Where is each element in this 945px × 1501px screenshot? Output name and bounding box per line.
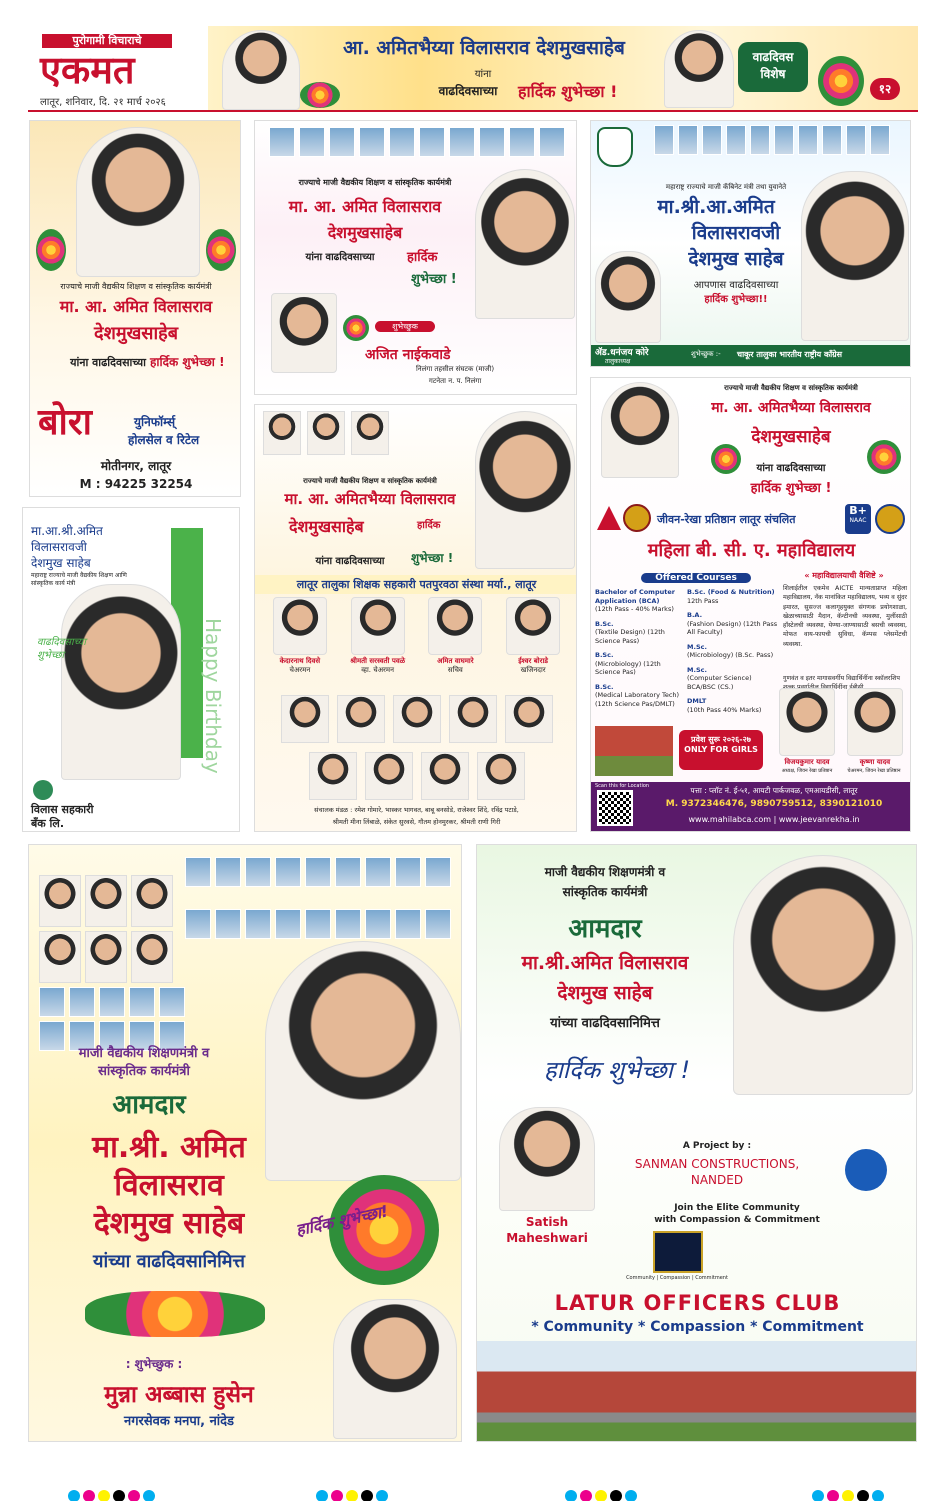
registration-marks-center xyxy=(316,1487,391,1501)
ad-mahila-admission2: ONLY FOR GIRLS xyxy=(684,745,758,754)
ad-sanman-person2: Maheshwari xyxy=(506,1231,588,1245)
ad-sanman-title: आमदार xyxy=(568,914,642,944)
ad-sanman-photo-person xyxy=(499,1107,595,1211)
ad-bora-wish: हार्दिक शुभेच्छा ! xyxy=(150,355,225,369)
ad-vilas-line2: विलासरावजी xyxy=(31,540,87,554)
ad-bora-biz2: होलसेल व रिटेल xyxy=(128,433,200,447)
ad-munna-name2: विलासराव xyxy=(114,1168,224,1203)
ad-bora xyxy=(29,120,241,497)
ad-patsanstha-directors1: संचालक मंडळ : रमेश गोमारे, भास्कर भागवत, बाबू बनसोडे, राजेश्वर शिंदे, रविंद्र पटाडे, xyxy=(314,806,519,814)
ad-munna-script: हार्दिक शुभेच्छा! xyxy=(294,1201,390,1240)
ad-bora-mobile: M : 94225 32254 xyxy=(79,477,193,491)
ad-sanman-logo-text: Community | Compassion | Commitment xyxy=(626,1275,728,1281)
ad-munna-sponsor: मुन्ना अब्बास हुसेन xyxy=(104,1382,254,1408)
ad-mahila-courses-right xyxy=(687,588,781,720)
officer-role: खजिनदार xyxy=(520,666,546,674)
ad-mahila-web: www.mahilabca.com | www.jeevanrekha.in xyxy=(688,815,860,824)
officer-role: सचिव xyxy=(447,666,463,674)
ad-mahila-naac xyxy=(845,504,871,534)
ad-chakur-photo-main xyxy=(801,171,909,341)
ad-ajit-name2: देशमुखसाहेब xyxy=(327,223,403,242)
sanman-logo-icon xyxy=(845,1149,887,1191)
ad-chakur-sponsor: ॲड.धनंजय कोरे xyxy=(595,348,649,358)
ad-sanman-join2: with Compassion & Commitment xyxy=(654,1215,820,1225)
ad-patsanstha-officers xyxy=(261,597,572,683)
masthead-greet: हार्दिक शुभेच्छा ! xyxy=(518,82,618,101)
ad-mahila-bca xyxy=(590,377,911,832)
ad-munna-photo-sponsor xyxy=(333,1299,457,1439)
ad-munna-intro2: सांस्कृतिक कार्यमंत्री xyxy=(98,1064,190,1079)
ad-patsanstha-name2: देशमुखसाहेब xyxy=(289,517,364,536)
ad-bora-address: मोतीनगर, लातूर xyxy=(100,459,172,473)
ad-mahila-feature2: गुणवंत व इतर मागासवर्गीय विद्यार्थिनींना स्कॉलरशिप विद्यार्थिनींना xyxy=(783,675,900,691)
ad-ajit-wish2: शुभेच्छा ! xyxy=(411,272,457,287)
ad-mahila-p1-role: अध्यक्ष, जिवन रेखा प्रतिष्ठान xyxy=(781,768,833,774)
ad-mahila-scan: Scan this for Location xyxy=(595,783,650,789)
ad-munna-name1: मा.श्री. अमित xyxy=(92,1130,246,1165)
ad-vilas-script: वाढदिवसाच्या शुभेच्छा xyxy=(37,637,86,661)
flower-icon xyxy=(867,440,901,474)
officer-card xyxy=(498,597,568,683)
masthead-photo-right xyxy=(664,30,734,108)
congress-hand-icon xyxy=(597,127,633,167)
ad-sanman-name2: देशमुख साहेब xyxy=(557,982,653,1004)
ad-chakur-intro: महाराष्ट्र राज्याचे माजी कॅबिनेट मंत्री तथा युवानेते xyxy=(665,183,787,191)
ad-patsanstha xyxy=(254,404,577,832)
officer-photo xyxy=(428,597,482,655)
ad-mahila-emblem xyxy=(623,504,651,532)
flower-icon xyxy=(206,229,236,271)
course-item xyxy=(687,588,781,605)
ad-ajit-wish1: हार्दिक xyxy=(407,250,438,265)
ad-chakur-name1: मा.श्री.आ.अमित xyxy=(657,196,775,218)
masthead-photo-left xyxy=(222,30,300,110)
course-item xyxy=(687,643,781,660)
ad-vilas-bank-logo xyxy=(33,780,53,800)
ad-chakur-name2: विलासरावजी xyxy=(691,222,781,244)
ad-vilas-side-text: Happy Birthday xyxy=(201,618,225,774)
course-item xyxy=(595,588,687,614)
ad-patsanstha-intro: राज्याचे माजी वैद्यकीय शिक्षण व सांस्कृतिक कार्यमंत्री xyxy=(303,477,437,485)
course-name: Bachelor of Computer Application (BCA) xyxy=(595,588,675,605)
ad-bora-name1: मा. आ. अमित विलासराव xyxy=(59,297,213,316)
masthead-sub1: यांना xyxy=(474,69,492,80)
ad-sanman-person1: Satish xyxy=(525,1215,569,1229)
flower-icon xyxy=(300,82,340,108)
ad-bora-biz1: युनिफॉर्म्स् xyxy=(134,415,176,429)
ad-mahila-features-title: « महाविद्यालयाची वैशिष्टे » xyxy=(804,571,884,580)
ad-mahila-photo-p2 xyxy=(847,688,903,756)
course-name: B.Sc. xyxy=(595,619,614,628)
course-name: M.Sc. xyxy=(687,642,707,651)
ad-vilas-bank xyxy=(22,507,240,832)
officer-card xyxy=(265,597,335,683)
ad-sanman-join1: Join the Elite Community xyxy=(674,1203,800,1213)
course-detail: (Medical Laboratory Tech) (12th Science Pas/DMLT) xyxy=(595,691,680,708)
ad-sanman-company2: NANDED xyxy=(690,1173,744,1187)
registration-marks-left xyxy=(68,1487,158,1501)
ad-bora-name2: देशमुखसाहेब xyxy=(94,323,178,344)
officer-name: केदारनाथ दिवसे xyxy=(279,657,321,665)
ad-ajit-photo-main xyxy=(475,169,575,319)
ad-chakur-leaders-strip xyxy=(637,125,907,155)
ad-sanman-intro2: सांस्कृतिक कार्यमंत्री xyxy=(562,885,648,899)
course-detail: (Computer Science) BCA/BSC (CS.) xyxy=(687,674,752,691)
ad-mahila-photo-p1 xyxy=(779,688,835,756)
ad-munna-name3: देशमुख साहेब xyxy=(93,1206,245,1241)
ad-vilas-bank2: बँक लि. xyxy=(31,817,65,830)
course-detail: (12th Pass - 40% Marks) xyxy=(595,605,674,613)
masthead-badge xyxy=(738,42,808,92)
flower-icon xyxy=(85,1291,265,1337)
ad-vilas-line3: देशमुख साहेब xyxy=(31,556,91,570)
ad-munna-intro1: माजी वैद्यकीय शिक्षणमंत्री व xyxy=(78,1046,210,1061)
course-item xyxy=(687,666,781,692)
ad-mahila-p2-role: चेअरमन, जिवन रेखा प्रतिष्ठान xyxy=(847,768,901,774)
officer-role: व्हा. चेअरमन xyxy=(361,666,394,674)
ad-patsanstha-name1: मा. आ. अमितभैय्या विलासराव xyxy=(284,490,456,508)
ad-vilas-bank1: विलास सहकारी xyxy=(31,803,94,816)
course-detail: (Microbiology) (B.Sc. Pass) xyxy=(687,651,774,659)
ad-mahila-logo xyxy=(597,506,621,530)
officer-card xyxy=(420,597,490,683)
officer-name: श्रीमती सरस्वती पवळे xyxy=(350,657,406,665)
ad-patsanstha-directors2: श्रीमती मीना लिंबाळे, संकेत सुरवसे, गौतम होनमुरकर, श्रीमती राणी गिरी xyxy=(332,818,501,826)
ad-bora-brand: बोरा xyxy=(38,402,92,443)
ad-munna xyxy=(28,844,462,1442)
ad-mahila-building xyxy=(595,726,673,776)
qr-code-icon xyxy=(597,790,633,826)
course-detail: (Microbiology) (12th Science Pas) xyxy=(595,659,661,676)
course-detail: (10th Pass 40% Marks) xyxy=(687,705,762,714)
ad-chakur-sponsor-role: तालुकाध्यक्ष xyxy=(605,358,631,365)
ad-sanman xyxy=(476,844,917,1442)
course-detail: (Textile Design) (12th Science Pass) xyxy=(595,628,665,645)
ad-vilas-photo xyxy=(61,584,181,780)
ad-munna-sponsor-role: नगरसेवक मनपा, नांदेड xyxy=(123,1414,235,1429)
ad-sanman-club: LATUR OFFICERS CLUB xyxy=(554,1291,841,1315)
masthead-dateline: लातूर, शनिवार, दि. २१ मार्च २०२६ xyxy=(40,97,166,108)
ad-patsanstha-photo-main xyxy=(475,411,575,569)
officer-name: ईश्वर बोराडे xyxy=(518,657,549,665)
ad-mahila-admission1: प्रवेश सुरू २०२६-२७ xyxy=(691,735,751,744)
ad-munna-label: : शुभेच्छुक : xyxy=(125,1357,183,1371)
ad-chakur xyxy=(590,120,911,367)
officer-photo xyxy=(273,597,327,655)
ad-munna-leaders xyxy=(185,857,461,957)
ad-chakur-wish1: आपणास वाढदिवसाच्या xyxy=(693,280,779,291)
flower-icon xyxy=(343,315,369,341)
ad-mahila-p2-name: कृष्णा यादव xyxy=(859,758,891,766)
ad-mahila-wish-pre: यांना वाढदिवसाच्या xyxy=(756,463,826,474)
ad-mahila-photo-main xyxy=(601,382,679,478)
officer-photo xyxy=(506,597,560,655)
ad-sanman-name1: मा.श्री.अमित विलासराव xyxy=(521,952,689,974)
ad-mahila-naac-label: NAAC xyxy=(849,517,867,524)
ad-ajit-role2: गटनेता न. प. निलंगा xyxy=(428,377,482,385)
ad-mahila-naac-grade: B+ xyxy=(849,504,867,517)
course-name: DMLT xyxy=(687,697,707,705)
course-name: M.Sc. xyxy=(687,665,707,674)
ad-patsanstha-photo-strip xyxy=(263,411,393,455)
course-item xyxy=(595,683,687,709)
ad-mahila-p1-name: विजयकुमार यादव xyxy=(784,758,830,766)
ad-mahila-intro: राज्याचे माजी वैद्यकीय शिक्षण व सांस्कृतिक कार्यमंत्री xyxy=(724,384,858,392)
ad-sanman-building xyxy=(477,1341,917,1442)
masthead-badge-line2: विशेष xyxy=(760,67,786,81)
officer-photo xyxy=(351,597,405,655)
ad-chakur-photo-left xyxy=(595,251,661,343)
ad-vilas-line1: मा.आ.श्री.अमित xyxy=(31,524,103,538)
ad-mahila-trust: जीवन-रेखा प्रतिष्ठान लातूर संचलित xyxy=(657,513,796,526)
ad-patsanstha-wish1: हार्दिक xyxy=(417,520,441,531)
ad-mahila-phone: M. 9372346476, 9890759512, 8390121010 xyxy=(665,799,883,809)
ad-chakur-org: चाकूर तालुका भारतीय राष्ट्रीय कॉंग्रेस xyxy=(737,350,843,359)
course-item xyxy=(687,611,781,637)
ad-mahila-admission xyxy=(679,730,763,770)
flower-icon xyxy=(818,56,864,106)
ad-bora-wish-pre: यांना वाढदिवसाच्या xyxy=(70,356,146,369)
course-name: B.Sc. xyxy=(595,682,614,691)
officer-name: अमित वाघमारे xyxy=(437,657,474,665)
ad-munna-title: आमदार xyxy=(112,1090,186,1120)
ad-ajit-sponsor: अजित नाईकवाडे xyxy=(365,347,451,363)
masthead-sub2: वाढदिवसाच्या xyxy=(438,84,498,98)
club-emblem-icon xyxy=(653,1231,703,1273)
ad-chakur-name3: देशमुख साहेब xyxy=(688,248,784,270)
ad-sanman-intro1: माजी वैद्यकीय शिक्षणमंत्री व xyxy=(544,865,666,879)
officer-role: चेअरमन xyxy=(289,666,311,674)
ad-mahila-name1: मा. आ. अमितभैय्या विलासराव xyxy=(711,400,871,416)
ad-vilas-desc: महाराष्ट्र राज्याचे माजी वैद्यकीय शिक्षण आणि सांस्कृतिक कार्य मंत्री xyxy=(31,572,127,587)
ad-patsanstha-wish-pre: यांना वाढदिवसाच्या xyxy=(315,556,385,567)
ad-mahila-college: महिला बी. सी. ए. महाविद्यालय xyxy=(647,540,856,561)
ad-ajit-wish-pre: यांना वाढदिवसाच्या xyxy=(305,252,375,263)
ad-ajit-photo-sponsor xyxy=(271,293,337,373)
course-name: B.Sc. (Food & Nutrition) xyxy=(687,588,775,596)
ad-mahila-address: पत्ता : प्लॉट नं. ई-५१, आयटी पार्कजवळ, एमआयडीसी, लातूर xyxy=(690,786,858,795)
ad-ajit-intro: राज्याचे माजी वैद्यकीय शिक्षण व सांस्कृतिक कार्यमंत्री xyxy=(298,178,452,187)
ad-ajit-leaders-strip xyxy=(255,127,577,157)
ad-sanman-motto: * Community * Compassion * Commitment xyxy=(531,1319,864,1335)
ad-mahila-courses-left xyxy=(595,588,687,714)
ad-ajit-name1: मा. आ. अमित विलासराव xyxy=(288,197,442,216)
masthead xyxy=(28,26,918,112)
ad-bora-intro: राज्याचे माजी वैद्यकीय शिक्षण व सांस्कृतिक कार्यमंत्री xyxy=(60,282,212,291)
flower-icon xyxy=(36,229,66,271)
ad-patsanstha-org: लातूर तालुका शिक्षक सहकारी पतपुरवठा संस्था मर्या., लातूर xyxy=(255,575,577,594)
ad-sanman-company1: SANMAN CONSTRUCTIONS, xyxy=(634,1157,800,1171)
registration-marks-right xyxy=(565,1487,640,1501)
officer-card xyxy=(343,597,413,683)
page-number: १२ xyxy=(870,78,900,100)
ad-mahila-name2: देशमुखसाहेब xyxy=(751,427,831,447)
ad-bora-photo xyxy=(76,127,200,277)
ad-chakur-org-label: शुभेच्छुक :- xyxy=(691,350,721,358)
course-item xyxy=(595,651,687,677)
masthead-badge-line1: वाढदिवस xyxy=(752,50,794,64)
ad-sanman-occasion: यांच्या वाढदिवसानिमित्त xyxy=(550,1016,660,1031)
course-name: B.A. xyxy=(687,611,703,619)
ad-sanman-project-label: A Project by : xyxy=(682,1141,752,1151)
masthead-tagline: पुरोगामी विचाराचे xyxy=(42,34,172,48)
course-detail: (Fashion Design) (12th Pass All Faculty) xyxy=(687,619,778,636)
ad-mahila-courses-title: Offered Courses xyxy=(641,573,751,583)
ad-mahila-seal xyxy=(875,504,905,534)
ad-ajit xyxy=(254,120,577,395)
ad-ajit-role1: निलंगा तहसील संघटक (माजी) xyxy=(415,365,495,373)
course-detail: 12th Pass xyxy=(687,596,719,605)
course-name: B.Sc. xyxy=(595,651,614,659)
course-item xyxy=(595,620,687,646)
ad-chakur-wish2: हार्दिक शुभेच्छा!! xyxy=(704,294,768,305)
ad-ajit-label: शुभेच्छुक xyxy=(375,321,435,332)
ad-mahila-wish: हार्दिक शुभेच्छा ! xyxy=(750,481,832,496)
ad-munna-occasion: यांच्या वाढदिवसानिमित्त xyxy=(93,1251,245,1272)
registration-marks-far-right xyxy=(812,1487,887,1501)
ad-sanman-photo-main xyxy=(733,855,913,1095)
ad-patsanstha-directors-photos xyxy=(265,695,568,801)
ad-sanman-script: हार्दिक शुभेच्छा ! xyxy=(543,1056,691,1084)
masthead-logo: एकमत xyxy=(40,48,135,92)
course-item xyxy=(687,697,781,714)
masthead-headline: आ. अमितभैय्या विलासराव देशमुखसाहेब xyxy=(343,37,625,59)
ad-mahila-features: शिलाईतील एकमेव AICTE मान्यताप्राप्त महिला महाविद्यालय, नॅक मानांकित महाविद्यालय, भव्य व सुंदर इमारत, सुसज्ज कलागृहयुक्त संगणक प्रयोगशाळा, खेळाच्यासाठी मैदान, कॅन्टीनची व्यवस्था, मुलींसाठी हॉस्टेलची व्यवस्था, येण्या-जाण्यासाठी बसची व्यवस्था, मोफत वाय-फायची सुविधा, कॅम्पस प्लेसमेंटची व्यवस्था. xyxy=(783,585,907,648)
ad-patsanstha-wish2: शुभेच्छा ! xyxy=(411,551,454,565)
